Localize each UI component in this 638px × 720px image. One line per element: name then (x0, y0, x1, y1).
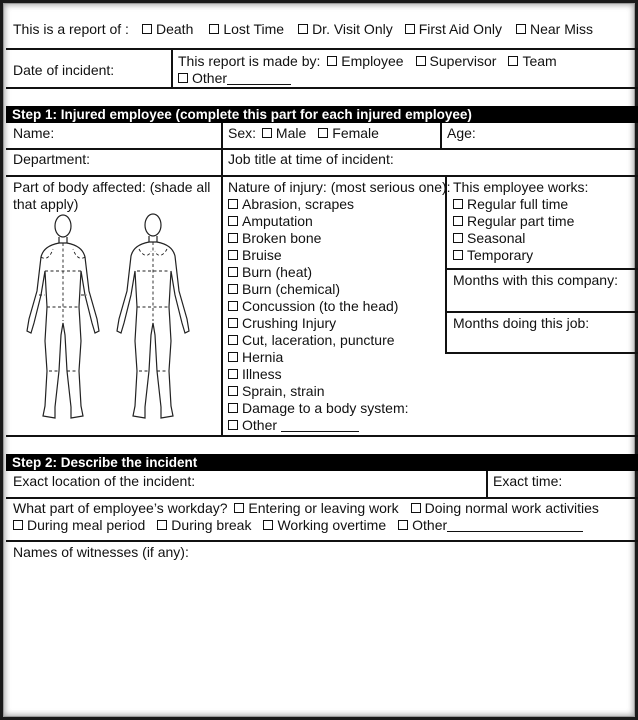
checkbox[interactable] (209, 24, 219, 34)
workday-row-1 (13, 500, 611, 516)
checkbox[interactable] (13, 520, 23, 530)
nature-option[interactable]: Amputation (228, 213, 409, 230)
sex-label: Sex: (228, 125, 257, 141)
divider (445, 352, 638, 354)
divider (440, 123, 442, 149)
divider (6, 87, 638, 89)
works-option[interactable]: Temporary (453, 247, 574, 264)
report-type-label: This is a report of : (13, 21, 129, 37)
witnesses-field[interactable] (11, 563, 631, 713)
exact-time-label: Exact time: (493, 473, 563, 489)
works-option[interactable]: Seasonal (453, 230, 574, 247)
nature-option[interactable]: Bruise (228, 247, 409, 264)
made-by-employee[interactable]: Employee (327, 53, 403, 69)
checkbox[interactable] (398, 520, 408, 530)
checkbox[interactable] (228, 386, 238, 396)
other-blank-line[interactable] (227, 72, 291, 85)
workday-row-2 (13, 517, 583, 533)
body-front-figure[interactable] (27, 215, 99, 418)
made-by-row (178, 53, 569, 69)
made-by-other[interactable]: Other (178, 70, 291, 86)
report-type-death[interactable]: Death (142, 21, 193, 37)
body-part-label: Part of body affected: (shade all (13, 179, 211, 195)
nature-option[interactable]: Concussion (to the head) (228, 298, 409, 315)
workday-break[interactable]: During break (157, 517, 251, 533)
workday-meal-period[interactable]: During meal period (13, 517, 145, 533)
checkbox[interactable] (228, 301, 238, 311)
checkbox[interactable] (298, 24, 308, 34)
workday-label: What part of employee’s workday? (13, 500, 228, 516)
checkbox[interactable] (318, 128, 328, 138)
body-diagram[interactable] (21, 211, 201, 433)
nature-option[interactable]: Illness (228, 366, 409, 383)
nature-option[interactable]: Broken bone (228, 230, 409, 247)
divider (6, 540, 638, 542)
step1-title: Step 1: Injured employee (complete this part for each injured employee) (6, 106, 638, 123)
checkbox[interactable] (327, 56, 337, 66)
checkbox[interactable] (228, 403, 238, 413)
divider (6, 148, 638, 150)
divider (221, 123, 223, 436)
nature-option[interactable]: Abrasion, scrapes (228, 196, 409, 213)
other-blank-line[interactable] (281, 419, 359, 432)
checkbox[interactable] (516, 24, 526, 34)
made-by-label: This report is made by: (178, 53, 321, 69)
age-label: Age: (447, 125, 476, 141)
checkbox[interactable] (262, 128, 272, 138)
made-by-team[interactable]: Team (508, 53, 556, 69)
works-option[interactable]: Regular part time (453, 213, 574, 230)
checkbox[interactable] (453, 216, 463, 226)
nature-option[interactable]: Burn (chemical) (228, 281, 409, 298)
checkbox[interactable] (411, 503, 421, 513)
sex-female[interactable]: Female (318, 125, 379, 141)
report-type-first-aid[interactable]: First Aid Only (405, 21, 502, 37)
checkbox[interactable] (178, 73, 188, 83)
divider (445, 268, 638, 270)
divider (6, 497, 638, 499)
divider (6, 48, 638, 50)
checkbox[interactable] (508, 56, 518, 66)
report-type-options (142, 21, 605, 37)
checkbox[interactable] (416, 56, 426, 66)
body-back-figure[interactable] (117, 214, 189, 418)
checkbox[interactable] (228, 250, 238, 260)
witnesses-label: Names of witnesses (if any): (13, 544, 189, 560)
exact-location-label: Exact location of the incident: (13, 473, 196, 489)
checkbox[interactable] (228, 233, 238, 243)
divider (445, 311, 638, 313)
checkbox[interactable] (228, 199, 238, 209)
nature-option[interactable]: Burn (heat) (228, 264, 409, 281)
divider (6, 435, 638, 437)
nature-of-injury-list (228, 196, 409, 434)
name-label: Name: (13, 125, 55, 141)
report-type-near-miss[interactable]: Near Miss (516, 21, 593, 37)
checkbox[interactable] (228, 335, 238, 345)
nature-option[interactable]: Crushing Injury (228, 315, 409, 332)
made-by-supervisor[interactable]: Supervisor (416, 53, 497, 69)
department-label: Department: (13, 151, 91, 167)
checkbox[interactable] (453, 233, 463, 243)
checkbox[interactable] (142, 24, 152, 34)
checkbox[interactable] (228, 420, 238, 430)
checkbox[interactable] (157, 520, 167, 530)
workday-other[interactable]: Other (398, 517, 583, 533)
divider (6, 175, 638, 177)
sex-male[interactable]: Male (262, 125, 306, 141)
nature-option[interactable]: Sprain, strain (228, 383, 409, 400)
checkbox[interactable] (453, 250, 463, 260)
works-option[interactable]: Regular full time (453, 196, 574, 213)
workday-normal-activities[interactable]: Doing normal work activities (411, 500, 599, 516)
body-part-label-line2: that apply) (13, 196, 79, 212)
checkbox[interactable] (228, 318, 238, 328)
divider (171, 48, 173, 88)
nature-option[interactable]: Damage to a body system: (228, 400, 409, 417)
workday-entering-leaving[interactable]: Entering or leaving work (234, 500, 398, 516)
checkbox[interactable] (228, 216, 238, 226)
checkbox[interactable] (228, 352, 238, 362)
checkbox[interactable] (228, 267, 238, 277)
checkbox[interactable] (234, 503, 244, 513)
report-type-dr-visit[interactable]: Dr. Visit Only (298, 21, 393, 37)
divider (445, 175, 447, 354)
checkbox[interactable] (405, 24, 415, 34)
report-type-lost-time[interactable]: Lost Time (209, 21, 284, 37)
workday-overtime[interactable]: Working overtime (263, 517, 386, 533)
checkbox[interactable] (228, 369, 238, 379)
sex-row (228, 125, 391, 141)
nature-of-injury-label: Nature of injury: (most serious one): (228, 179, 451, 195)
step2-title: Step 2: Describe the incident (6, 454, 638, 471)
job-title-label: Job title at time of incident: (228, 151, 394, 167)
checkbox[interactable] (263, 520, 273, 530)
checkbox[interactable] (228, 284, 238, 294)
date-of-incident-label: Date of incident: (13, 62, 115, 78)
nature-option-other[interactable]: Other (228, 417, 409, 434)
months-doing-job-label: Months doing this job: (453, 315, 590, 331)
months-with-company-label: Months with this company: (453, 272, 618, 288)
employee-works-list (453, 196, 574, 264)
nature-option[interactable]: Hernia (228, 349, 409, 366)
checkbox[interactable] (453, 199, 463, 209)
other-blank-line[interactable] (447, 519, 583, 532)
nature-option[interactable]: Cut, laceration, puncture (228, 332, 409, 349)
divider (486, 471, 488, 498)
employee-works-label: This employee works: (453, 179, 589, 195)
